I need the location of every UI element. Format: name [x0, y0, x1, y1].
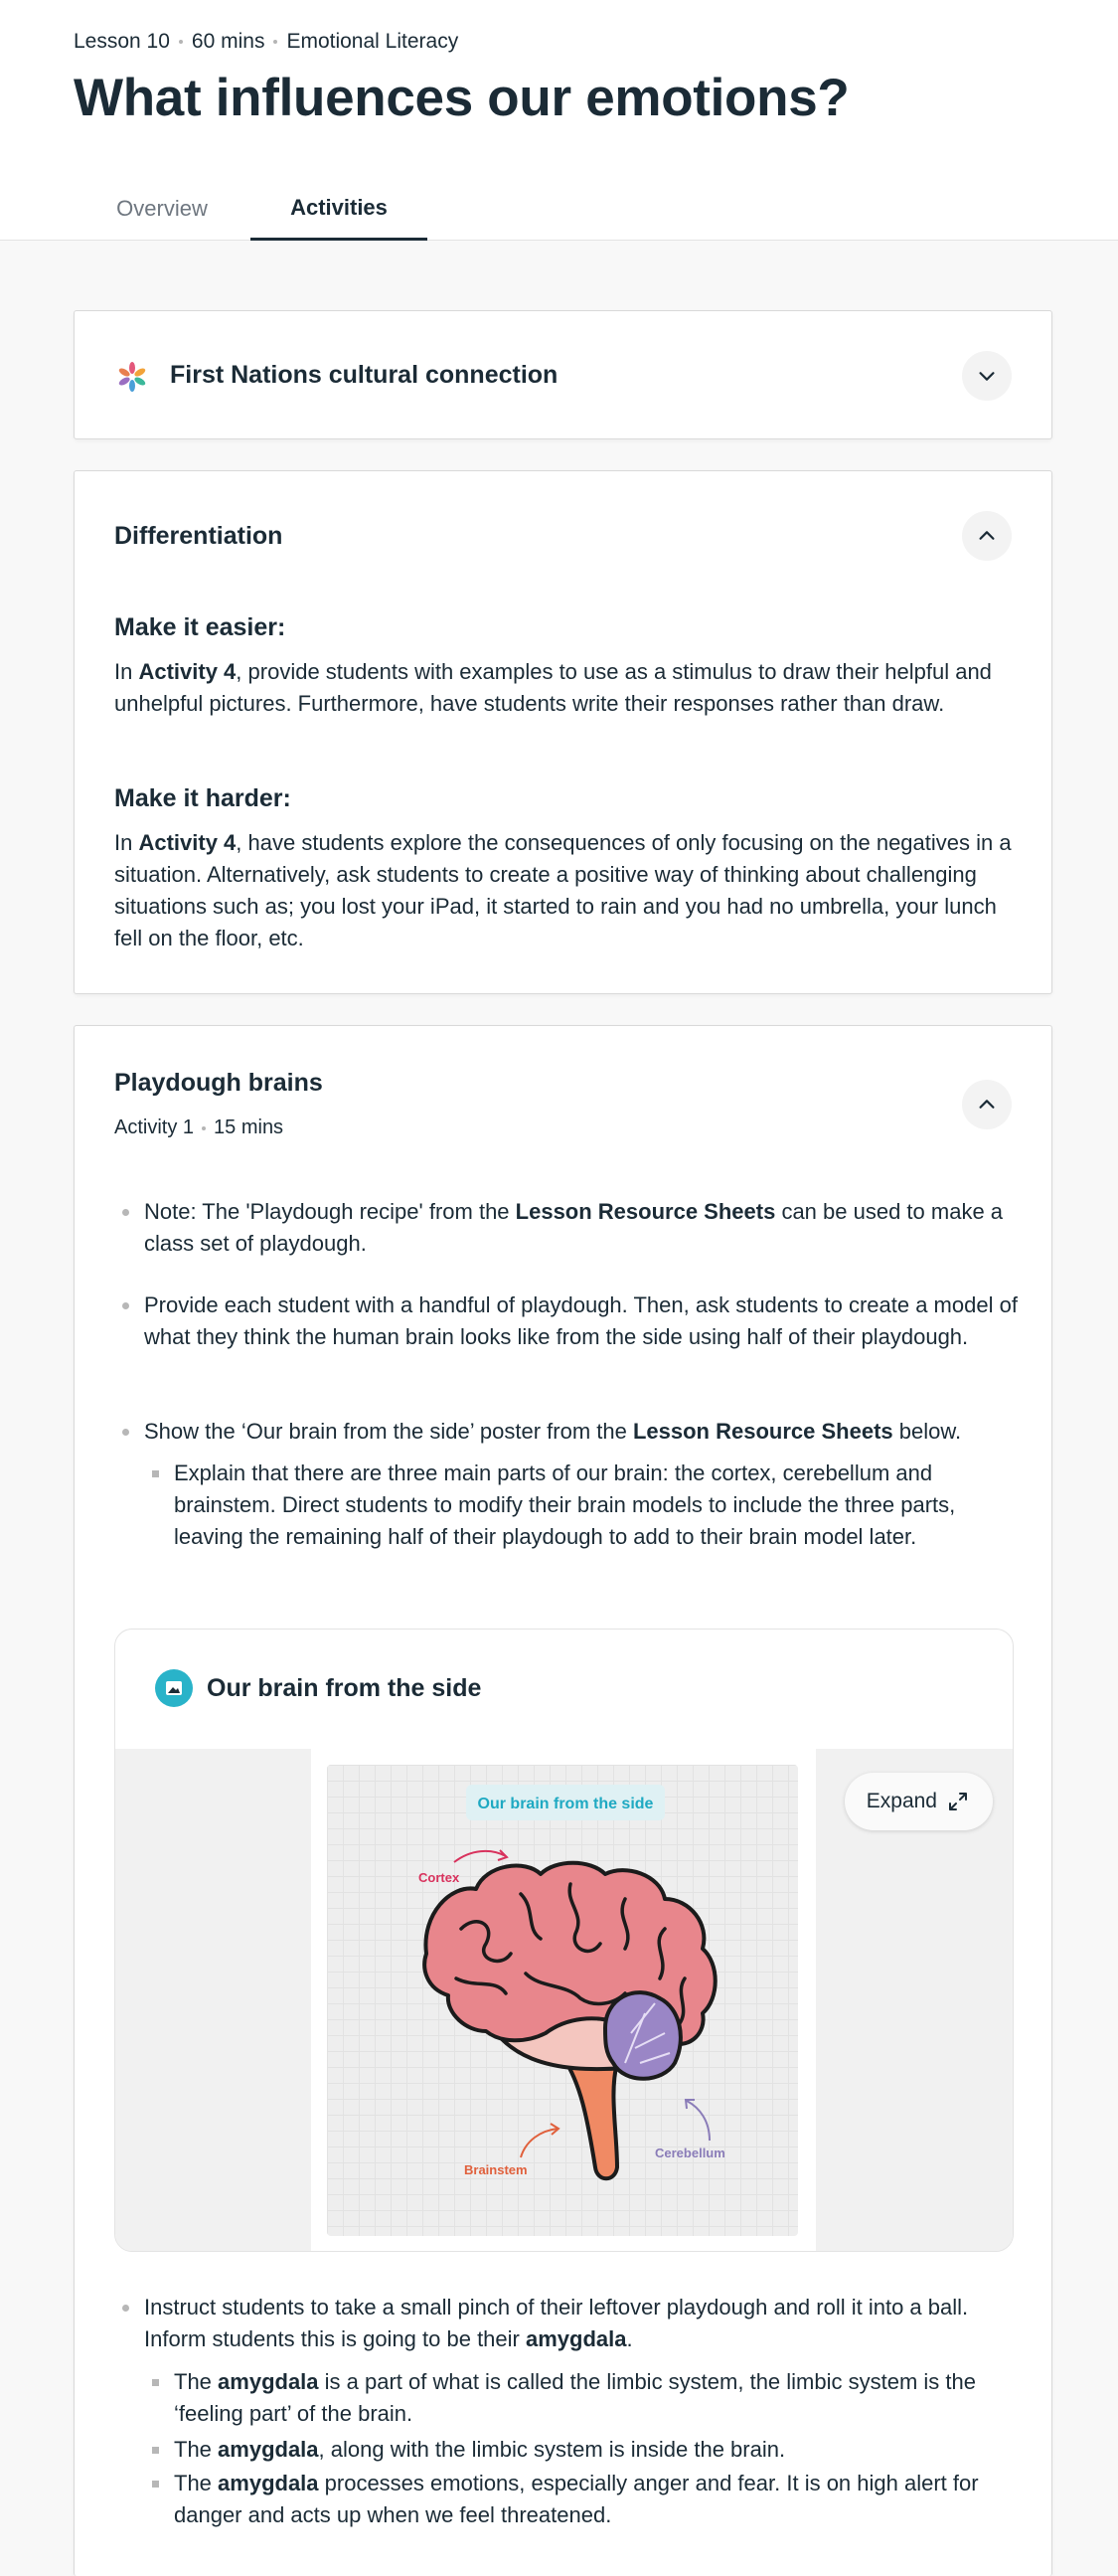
resource-header: [115, 1630, 1013, 1749]
lesson-header: [0, 0, 1118, 241]
activity-number: Activity 1: [114, 1116, 195, 1138]
activity-meta: [114, 1116, 283, 1139]
resource-title: Our brain from the side: [207, 1674, 482, 1702]
expand-button[interactable]: [845, 1773, 993, 1830]
expand-card-button[interactable]: [962, 351, 1012, 401]
collapse-card-button[interactable]: [962, 1080, 1012, 1129]
chevron-up-icon: [976, 1094, 998, 1116]
brain-illustration: [327, 1765, 798, 2236]
resource-preview: [115, 1749, 1014, 2252]
lesson-meta: [74, 30, 458, 54]
expand-label: Expand: [866, 1790, 937, 1812]
page-title: What influences our emotions?: [74, 69, 850, 127]
cultural-connection-card[interactable]: [74, 310, 1052, 439]
make-easier-heading: Make it easier:: [114, 613, 286, 641]
chevron-up-icon: [976, 525, 998, 547]
lesson-topic: Emotional Literacy: [286, 30, 459, 53]
image-icon: [155, 1669, 193, 1707]
tab-bar: [74, 177, 427, 241]
separator-dot: [273, 40, 277, 44]
tab-activities[interactable]: Activities: [250, 177, 427, 241]
differentiation-card: [74, 470, 1052, 994]
poster-frame: [311, 1749, 816, 2252]
lesson-duration: 60 mins: [191, 30, 265, 53]
cerebellum-shape: [605, 1992, 681, 2079]
brainstem-shape: [563, 2058, 617, 2178]
sub-list-item: The amygdala, along with the limbic system is inside the brain.: [174, 2434, 1029, 2466]
activity-title: Playdough brains: [114, 1069, 323, 1097]
sub-list-item: The amygdala is a part of what is called the limbic system, the limbic system is the ‘feeling part’ of the brain.: [174, 2366, 1029, 2430]
list-item: Provide each student with a handful of playdough. Then, ask students to create a model of what they think the human brain looks like from the side using half of their playdough.: [144, 1289, 1029, 1353]
list-item: Instruct students to take a small pinch of their leftover playdough and roll it into a ball. Inform students this is going to be their amygdala.: [144, 2292, 1029, 2355]
separator-dot: [179, 40, 183, 44]
list-item: Note: The 'Playdough recipe' from the Lesson Resource Sheets can be used to make a class set of playdough.: [144, 1196, 1029, 1260]
make-harder-heading: Make it harder:: [114, 784, 291, 812]
poster-title: Our brain from the side: [477, 1796, 654, 1812]
make-harder-text: In Activity 4, have students explore the consequences of only focusing on the negatives in a situation. Alternatively, ask students to create a positive way of thinking about challenging situations such as; you lost your iPad, it started to rain and you had no umbrella, your lunch fell on the floor, etc.: [114, 830, 1012, 950]
chevron-down-icon: [976, 365, 998, 387]
cerebellum-arrow: [687, 2101, 710, 2141]
differentiation-title: Differentiation: [114, 522, 283, 550]
expand-arrows-icon: [947, 1791, 969, 1812]
sub-list-item: The amygdala processes emotions, especially anger and fear. It is on high alert for danger and acts up when we feel threatened.: [174, 2468, 1029, 2531]
tab-overview[interactable]: Overview: [116, 196, 208, 221]
cerebellum-label: Cerebellum: [655, 2146, 725, 2160]
brainstem-label: Brainstem: [464, 2162, 528, 2177]
cultural-connection-title: First Nations cultural connection: [170, 361, 559, 389]
separator-dot: [202, 1126, 206, 1130]
collapse-card-button[interactable]: [962, 511, 1012, 561]
resource-card: [114, 1629, 1014, 2252]
activity-duration: 15 mins: [214, 1116, 284, 1138]
make-easier-text: In Activity 4, provide students with examples to use as a stimulus to draw their helpful and unhelpful pictures. Furthermore, have students write their responses rather than draw.: [114, 659, 992, 716]
lesson-number: Lesson 10: [74, 30, 170, 53]
activity-card: [74, 1025, 1052, 2576]
brain-poster[interactable]: [327, 1765, 798, 2236]
flower-icon: [116, 361, 148, 393]
sub-list-item: Explain that there are three main parts of our brain: the cortex, cerebellum and brainstem. Direct students to modify their brain models to include the three parts, leaving the remaining half of their playdough to add to their brain model later.: [174, 1458, 1029, 1553]
list-item: Show the ‘Our brain from the side’ poster from the Lesson Resource Sheets below.: [144, 1416, 1029, 1448]
cortex-label: Cortex: [418, 1870, 460, 1885]
